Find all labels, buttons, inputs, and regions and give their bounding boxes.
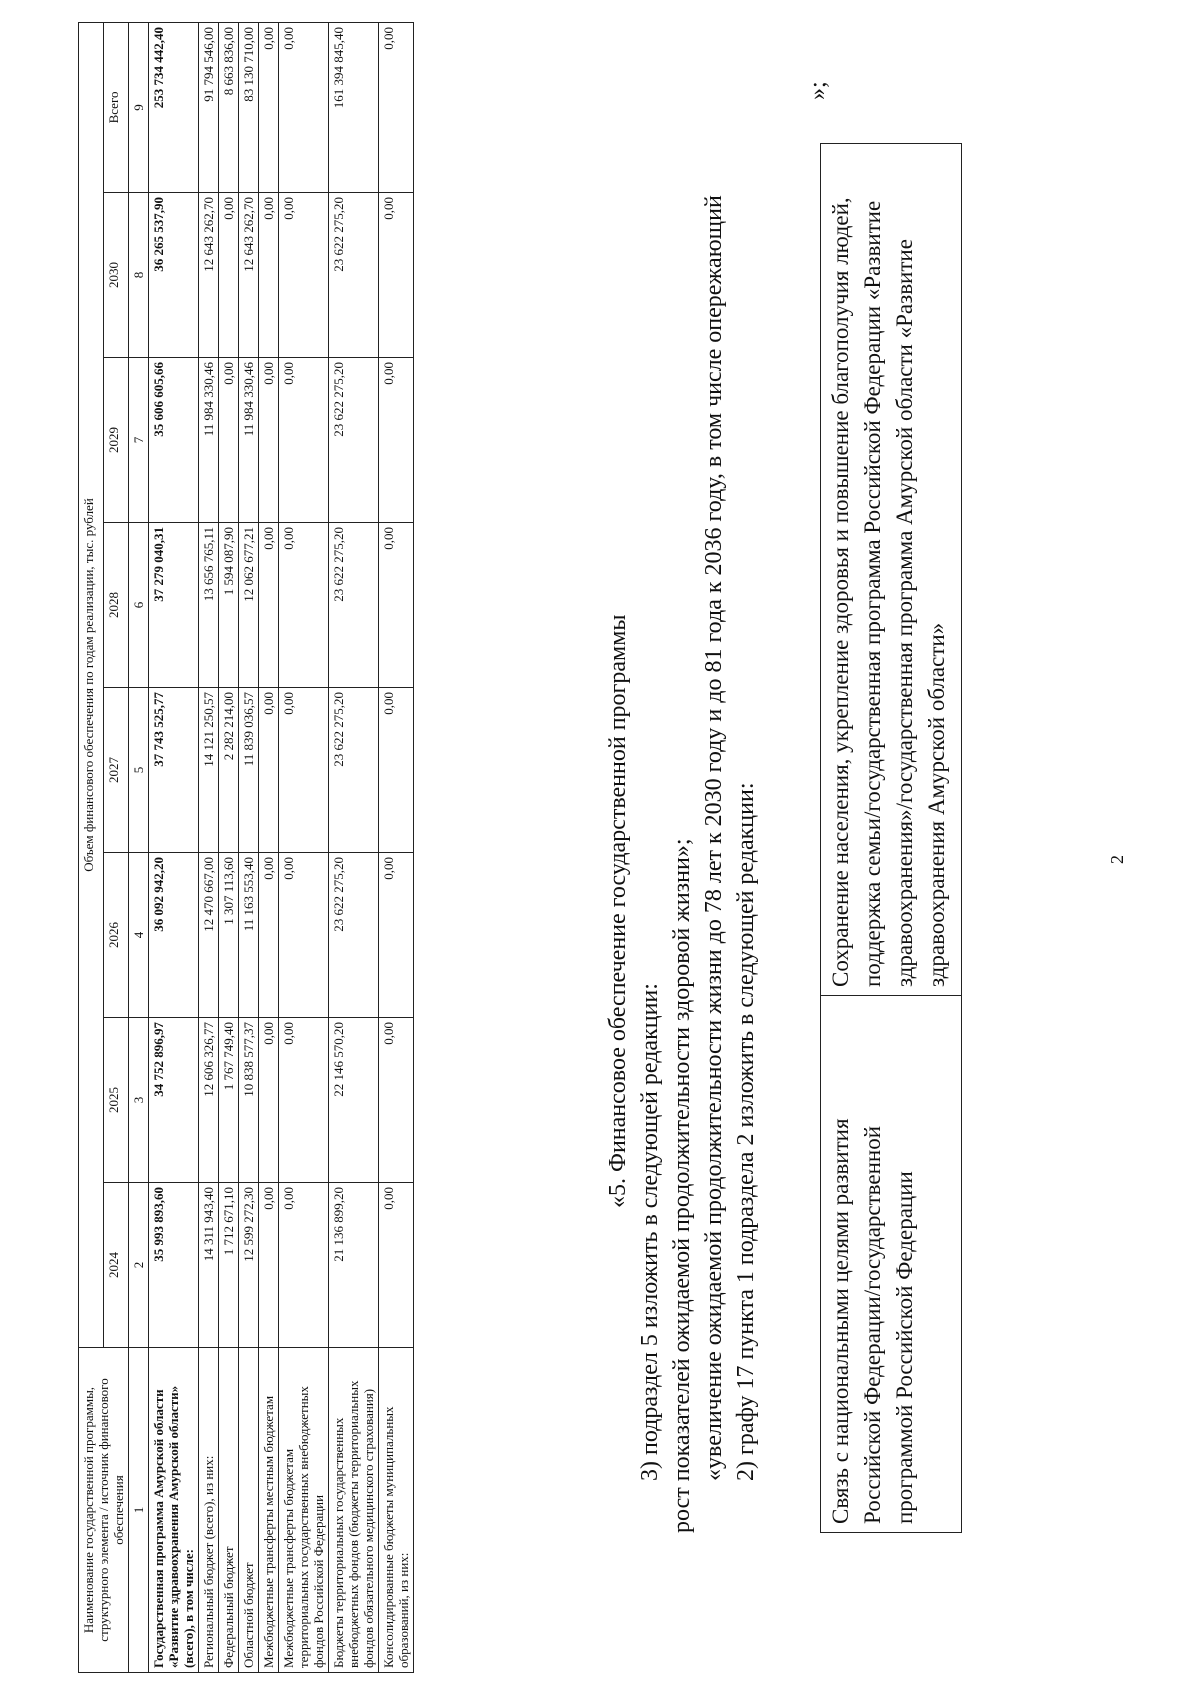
- table-cell: 12 643 262,70: [239, 193, 259, 358]
- row-name: Федеральный бюджет: [219, 1348, 239, 1673]
- row-name: Областной бюджет: [239, 1348, 259, 1673]
- table-row: [239, 22, 259, 1672]
- row-name: Бюджеты территориальных государственных внебюджетных фондов (бюджеты территориальных фондов обязательного медицинского страхования): [329, 1348, 379, 1673]
- year-header: 2028: [104, 523, 129, 688]
- table-cell: 0,00: [219, 193, 239, 358]
- table-cell: 0,00: [379, 358, 414, 523]
- table-cell: 11 984 330,46: [239, 358, 259, 523]
- link-value: Сохранение населения, укрепление здоровья и повышение благополучия людей, поддержка семьи/государственная программа Российской Федерации «Развитие здравоохранения»/государственная программа Амурской области «Развитие здравоохранения Амурской области»: [821, 144, 962, 996]
- paragraph-item-3: 3) подраздел 5 изложить в следующей редакции:: [637, 983, 663, 1481]
- year-header: 2024: [104, 1183, 129, 1348]
- name-header: Наименование государственной программы, структурного элемента / источник финансового обеспечения: [79, 1348, 129, 1673]
- column-number: 1: [129, 1348, 149, 1673]
- year-header: 2029: [104, 358, 129, 523]
- table-row: [219, 22, 239, 1672]
- table-cell: 12 643 262,70: [199, 193, 219, 358]
- table-cell: 11 839 036,57: [239, 688, 259, 853]
- year-header: 2025: [104, 1018, 129, 1183]
- table-cell: 8 663 836,00: [219, 22, 239, 192]
- year-header: 2027: [104, 688, 129, 853]
- table-cell: 0,00: [279, 688, 329, 853]
- year-header: 2030: [104, 193, 129, 358]
- column-number: 6: [129, 523, 149, 688]
- national-goals-link-table: [820, 143, 962, 1533]
- table-cell: 37 279 040,31: [149, 523, 199, 688]
- table-cell: 0,00: [279, 853, 329, 1018]
- table-cell: 37 743 525,77: [149, 688, 199, 853]
- row-name: Государственная программа Амурской области «Развитие здравоохранения Амурской области» (всего), в том числе:: [149, 1348, 199, 1673]
- closing-quote: »;: [805, 81, 831, 100]
- table-cell: 0,00: [279, 193, 329, 358]
- table-cell: 36 092 942,20: [149, 853, 199, 1018]
- link-row: [821, 144, 962, 1533]
- table-cell: 12 606 326,77: [199, 1018, 219, 1183]
- table-cell: 0,00: [379, 523, 414, 688]
- table-cell: 35 606 605,66: [149, 358, 199, 523]
- table-cell: 91 794 546,00: [199, 22, 219, 192]
- row-name: Консолидированные бюджеты муниципальных образований, из них:: [379, 1348, 414, 1673]
- paragraph-quote-end: рост показателей ожидаемой продолжительности здоровой жизни»;: [669, 838, 695, 1533]
- paragraph-item-2: 2) графу 17 пункта 1 подраздела 2 изложить в следующей редакции:: [733, 782, 759, 1481]
- table-cell: 23 622 275,20: [329, 193, 379, 358]
- table-row: [149, 22, 199, 1672]
- column-number: 4: [129, 853, 149, 1018]
- financing-table: [78, 22, 414, 1673]
- table-cell: 1 767 749,40: [219, 1018, 239, 1183]
- table-row: [279, 22, 329, 1672]
- table-cell: 12 599 272,30: [239, 1183, 259, 1348]
- table-cell: 2 282 214,00: [219, 688, 239, 853]
- table-cell: 34 752 896,97: [149, 1018, 199, 1183]
- table-cell: 14 121 250,57: [199, 688, 219, 853]
- table-cell: 21 136 899,20: [329, 1183, 379, 1348]
- table-cell: 13 656 765,11: [199, 523, 219, 688]
- row-name: Региональный бюджет (всего), из них:: [199, 1348, 219, 1673]
- table-cell: 0,00: [259, 1183, 279, 1348]
- paragraph-quote-start: «увеличение ожидаемой продолжительности жизни до 78 лет к 2030 году и до 81 года к 2036 году, в том числе опережающий: [701, 195, 727, 1481]
- table-cell: 0,00: [379, 853, 414, 1018]
- table-cell: 83 130 710,00: [239, 22, 259, 192]
- table-cell: 0,00: [259, 358, 279, 523]
- row-name: Межбюджетные трансферты местным бюджетам: [259, 1348, 279, 1673]
- table-header-row: [79, 22, 104, 1672]
- table-cell: 12 062 677,21: [239, 523, 259, 688]
- section-heading: «5. Финансовое обеспечение государственной программы: [605, 614, 631, 1208]
- column-number: 5: [129, 688, 149, 853]
- volume-header: Объем финансового обеспечения по годам реализации, тыс. рублей: [79, 22, 104, 1347]
- table-cell: 0,00: [279, 358, 329, 523]
- year-header: Всего: [104, 22, 129, 192]
- table-cell: 0,00: [259, 523, 279, 688]
- table-cell: 22 146 570,20: [329, 1018, 379, 1183]
- table-cell: 0,00: [279, 1018, 329, 1183]
- table-cell: 0,00: [259, 193, 279, 358]
- year-header: 2026: [104, 853, 129, 1018]
- table-cell: 0,00: [219, 358, 239, 523]
- table-cell: 0,00: [259, 22, 279, 192]
- table-cell: 0,00: [279, 22, 329, 192]
- column-numbers-row: [129, 22, 149, 1672]
- table-cell: 0,00: [379, 688, 414, 853]
- table-cell: 0,00: [259, 688, 279, 853]
- column-number: 3: [129, 1018, 149, 1183]
- table-cell: 0,00: [259, 853, 279, 1018]
- column-number: 2: [129, 1183, 149, 1348]
- table-cell: 0,00: [379, 1018, 414, 1183]
- column-number: 7: [129, 358, 149, 523]
- page-number: 2: [1107, 855, 1127, 864]
- table-cell: 12 470 667,00: [199, 853, 219, 1018]
- table-cell: 11 163 553,40: [239, 853, 259, 1018]
- table-cell: 161 394 845,40: [329, 22, 379, 192]
- table-cell: 23 622 275,20: [329, 523, 379, 688]
- table-cell: 10 838 577,37: [239, 1018, 259, 1183]
- column-number: 8: [129, 193, 149, 358]
- table-row: [259, 22, 279, 1672]
- table-cell: 0,00: [379, 193, 414, 358]
- column-number: 9: [129, 22, 149, 192]
- table-cell: 1 712 671,10: [219, 1183, 239, 1348]
- table-cell: 0,00: [379, 1183, 414, 1348]
- table-cell: 23 622 275,20: [329, 358, 379, 523]
- row-name: Межбюджетные трансферты бюджетам территориальных государственных внебюджетных фондов Российской Федерации: [279, 1348, 329, 1673]
- table-cell: 36 265 537,90: [149, 193, 199, 358]
- table-row: [329, 22, 379, 1672]
- table-cell: 1 594 087,90: [219, 523, 239, 688]
- table-cell: 14 311 943,40: [199, 1183, 219, 1348]
- table-cell: 35 993 893,60: [149, 1183, 199, 1348]
- table-row: [379, 22, 414, 1672]
- table-cell: 0,00: [379, 22, 414, 192]
- table-cell: 23 622 275,20: [329, 688, 379, 853]
- table-cell: 11 984 330,46: [199, 358, 219, 523]
- table-row: [199, 22, 219, 1672]
- table-cell: 1 307 113,60: [219, 853, 239, 1018]
- table-cell: 23 622 275,20: [329, 853, 379, 1018]
- table-cell: 0,00: [279, 1183, 329, 1348]
- link-label: Связь с национальными целями развития Российской Федерации/государственной программой Российской Федерации: [821, 996, 962, 1533]
- table-cell: 0,00: [279, 523, 329, 688]
- table-cell: 253 734 442,40: [149, 22, 199, 192]
- table-cell: 0,00: [259, 1018, 279, 1183]
